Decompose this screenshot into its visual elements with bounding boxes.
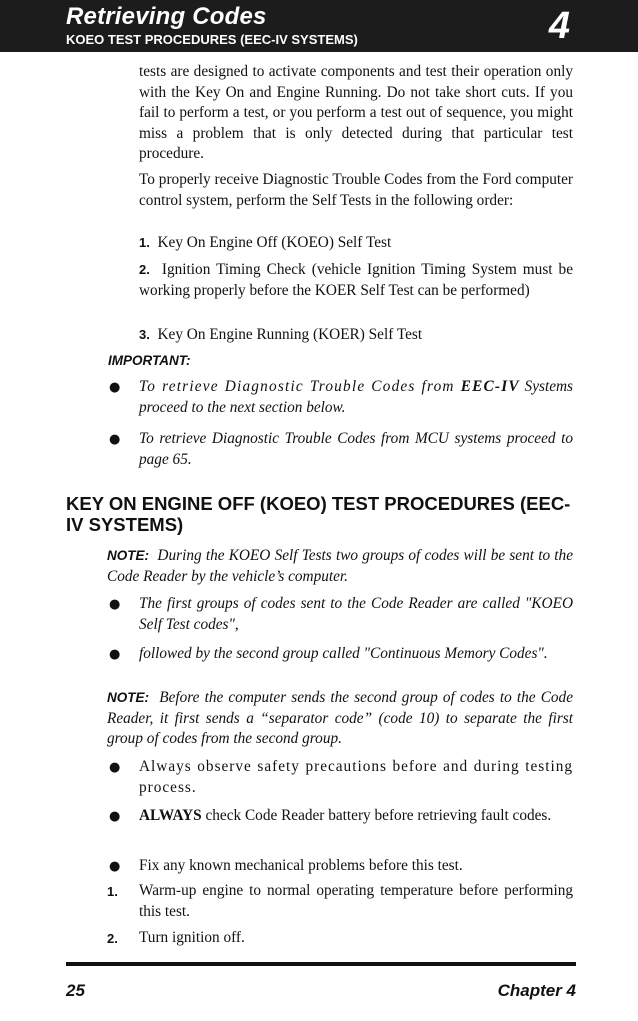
header-title: Retrieving Codes: [66, 3, 267, 30]
header-subtitle: KOEO TEST PROCEDURES (EEC-IV SYSTEMS): [66, 32, 358, 47]
note-1-label: NOTE:: [107, 548, 149, 563]
bullet-icon: ●: [109, 859, 121, 874]
important-bullet-2: To retrieve Diagnostic Trouble Codes from MCU systems proceed to page 65.: [139, 430, 573, 468]
footer-divider: [66, 962, 576, 966]
footer-chapter-label: Chapter 4: [497, 981, 576, 1000]
note-2: [107, 688, 573, 750]
order-item-2-number: 2.: [139, 262, 150, 277]
note-1-bullet-1: The first groups of codes sent to the Code Reader are called "KOEO Self Test codes",: [139, 595, 573, 633]
intro-paragraph-2: To properly receive Diagnostic Trouble Codes from the Ford computer control system, perform the Self Tests in the following order:: [139, 171, 573, 209]
order-item-1-number: 1.: [139, 235, 150, 250]
bullet-icon: ●: [109, 380, 121, 395]
mechanical-bullet: Fix any known mechanical problems before this test.: [139, 857, 463, 874]
note-2-label: NOTE:: [107, 690, 149, 705]
important-bullet-1: [139, 377, 573, 418]
important-bullet-1-pre: To retrieve Diagnostic Trouble Codes from: [139, 378, 461, 395]
note-1-bullet-2: followed by the second group called "Continuous Memory Codes".: [139, 645, 548, 662]
step-2-text: Turn ignition off.: [139, 929, 245, 946]
step-1-text: Warm-up engine to normal operating temperature before performing this test.: [139, 882, 573, 920]
page-header: [0, 0, 638, 52]
important-bullet-1-bold: EEC-IV: [460, 378, 520, 395]
order-item-2-text: Ignition Timing Check (vehicle Ignition Timing System must be working properly before the KOER Self Test can be performed): [139, 261, 573, 299]
important-bullet-1-post: Systems proceed to the next section below.: [139, 378, 573, 416]
order-item-3: [139, 325, 573, 346]
battery-bullet: [139, 806, 573, 827]
step-1-number: 1.: [107, 884, 118, 899]
order-item-1: [139, 233, 573, 254]
bullet-icon: ●: [109, 647, 121, 662]
order-item-3-number: 3.: [139, 327, 150, 342]
order-item-2: [139, 260, 573, 301]
note-2-text: Before the computer sends the second group of codes to the Code Reader, it first sends a “separator code” (code 10) to separate the first group of codes from the second group.: [107, 689, 573, 747]
bullet-icon: ●: [109, 760, 121, 775]
important-label: IMPORTANT:: [108, 353, 191, 368]
bullet-icon: ●: [109, 597, 121, 612]
note-1-text: During the KOEO Self Tests two groups of codes will be sent to the Code Reader by the vehicle’s computer.: [107, 547, 573, 585]
section-title: KEY ON ENGINE OFF (KOEO) TEST PROCEDURES (EEC-IV SYSTEMS): [66, 493, 571, 535]
step-2-number: 2.: [107, 931, 118, 946]
bullet-icon: ●: [109, 809, 121, 824]
intro-paragraph-1: tests are designed to activate components and test their operation only with the Key On and Engine Running. Do not take short cuts. If you fail to perform a test, or you perform a test out of sequence, you might miss a problem that is only detected during that particular test procedure.: [139, 63, 573, 162]
order-item-3-text: Key On Engine Running (KOER) Self Test: [157, 326, 423, 343]
order-item-1-text: Key On Engine Off (KOEO) Self Test: [157, 234, 392, 251]
safety-bullet: Always observe safety precautions before and during testing process.: [139, 758, 573, 796]
chapter-number: 4: [548, 5, 570, 47]
page-number: 25: [66, 981, 85, 1000]
battery-bullet-text: check Code Reader battery before retrieving fault codes.: [201, 807, 552, 824]
battery-bullet-bold: ALWAYS: [139, 807, 202, 824]
bullet-icon: ●: [109, 432, 121, 447]
note-1: [107, 546, 573, 587]
